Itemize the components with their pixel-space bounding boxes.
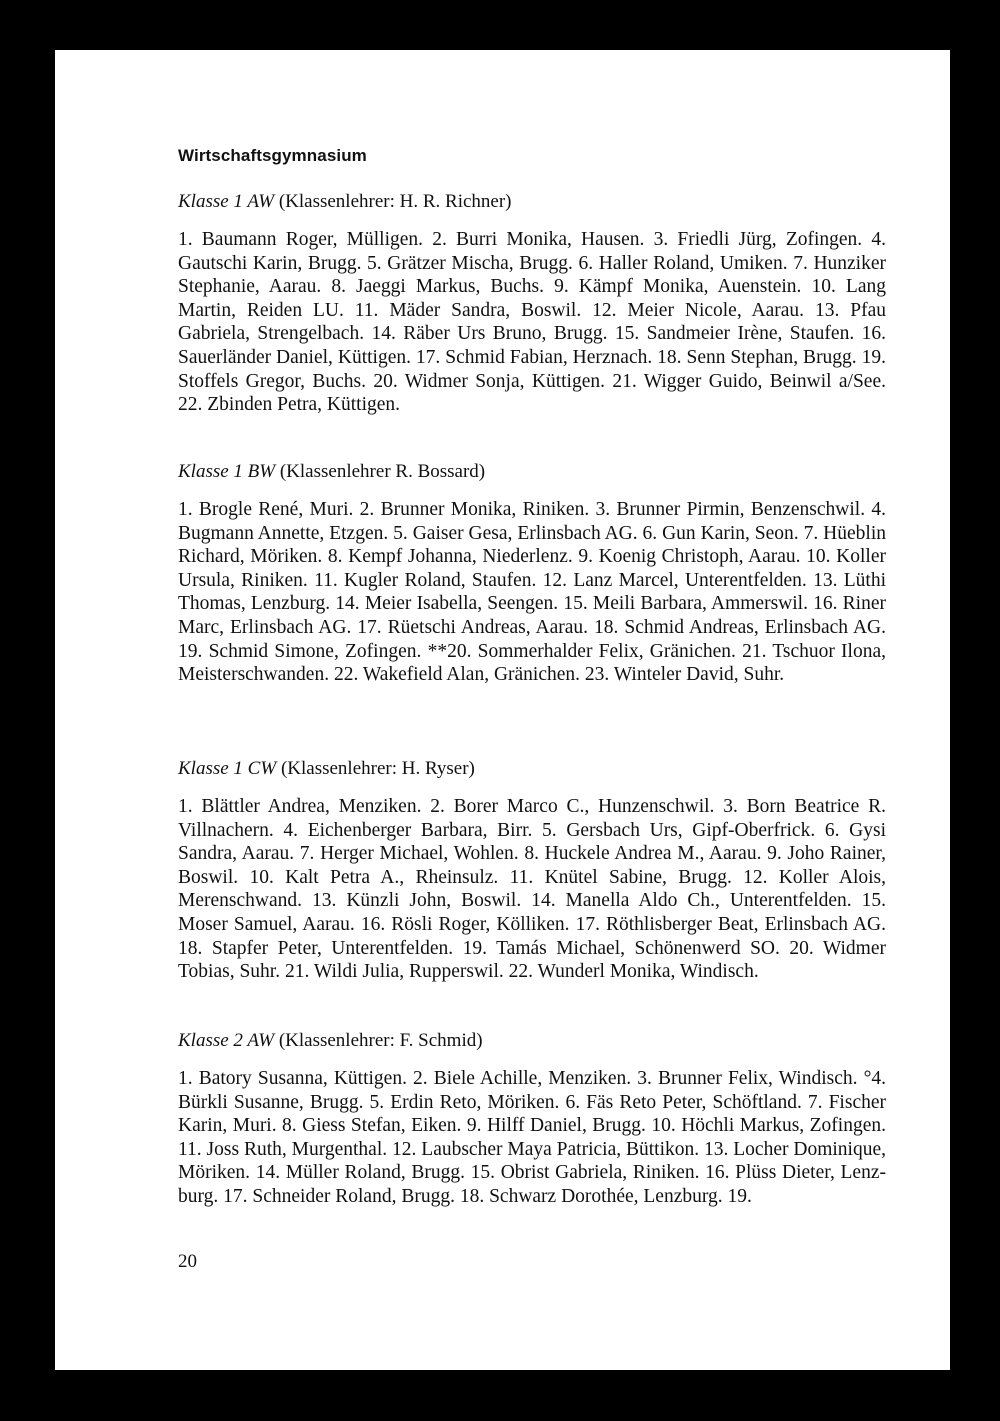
student-list-1aw: 1. Baumann Roger, Mülligen. 2. Burri Monika, Hausen. 3. Friedli Jürg, Zofingen. 4. Gautschi Karin, Brugg. 5. Grätzer Mischa, Brugg. 6. Haller Roland, Umiken. 7. Hunziker Stephanie, Aarau. 8. Jaeggi Markus, Buchs. 9. Kämpf Monika, Auenstein. 10. Lang Martin, Reiden LU. 11. Mäder Sandra, Boswil. 12. Meier Nicole, Aarau. 13. Pfau Gabriela, Strengelbach. 14. Räber Urs Bruno, Brugg. 15. Sandmeier Irène, Staufen. 16. Sauerländer Daniel, Küttigen. 17. Schmid Fabian, Herznach. 18. Senn Stephan, Brugg. 19. Stoffels Gregor, Buchs. 20. Widmer Sonja, Küttigen. 21. Wigger Guido, Beinwil a/See. 22. Zbinden Petra, Küttigen. [178, 229, 886, 416]
student-list-1bw: 1. Brogle René, Muri. 2. Brunner Monika, Riniken. 3. Brunner Pirmin, Benzenschwil. 4. Bugmann Annette, Etzgen. 5. Gaiser Gesa, Erlinsbach AG. 6. Gun Karin, Seon. 7. Hüeblin Richard, Möriken. 8. Kempf Johanna, Niederlenz. 9. Koenig Christoph, Aarau. 10. Koller Ursula, Riniken. 11. Kugler Roland, Staufen. 12. Lanz Marcel, Unterentfelden. 13. Lüthi Thomas, Lenzburg. 14. Meier Isabella, Seengen. 15. Meili Barbara, Ammerswil. 16. Riner Marc, Erlinsbach AG. 17. Rüetschi Andreas, Aarau. 18. Schmid Andreas, Erlinsbach AG. 19. Schmid Simone, Zofingen. **20. Sommerhalder Felix, Gränichen. 21. Tschuor Ilona, Meisterschwanden. 22. Wakefield Alan, Gränichen. 23. Winteler David, Suhr. [178, 499, 886, 686]
class-teacher: (Klassenlehrer R. Bossard) [279, 461, 486, 482]
class-title-1bw [178, 460, 485, 484]
class-label: Klasse 1 BW [178, 461, 276, 482]
class-teacher: (Klassenlehrer: F. Schmid) [278, 1030, 483, 1051]
class-title-1cw [178, 757, 475, 781]
class-title-1aw [178, 190, 512, 214]
page-number: 20 [178, 1251, 197, 1272]
class-label: Klasse 1 CW [178, 758, 277, 779]
class-label: Klasse 1 AW [178, 191, 275, 212]
class-teacher: (Klassenlehrer: H. R. Richner) [278, 191, 512, 212]
document-page [55, 50, 950, 1370]
page-heading: Wirtschaftsgymnasium [178, 146, 367, 165]
class-label: Klasse 2 AW [178, 1030, 275, 1051]
student-list-2aw: 1. Batory Susanna, Küttigen. 2. Biele Achille, Menziken. 3. Brunner Felix, Windisch. °4. Bürkli Susanne, Brugg. 5. Erdin Reto, Möriken. 6. Fäs Reto Peter, Schöftland. 7. Fischer Karin, Muri. 8. Giess Stefan, Eiken. 9. Hilff Daniel, Brugg. 10. Höchli Markus, Zofingen. 11. Joss Ruth, Murgenthal. 12. Laubscher Maya Patricia, Büttikon. 13. Locher Dominique, Möriken. 14. Müller Roland, Brugg. 15. Obrist Gabriela, Riniken. 16. Plüss Dieter, Lenzburg. 17. Schneider Roland, Brugg. 18. Schwarz Dorothée, Lenzburg. 19. [178, 1068, 886, 1207]
student-list-1cw: 1. Blättler Andrea, Menziken. 2. Borer Marco C., Hunzenschwil. 3. Born Beatrice R. Villnachern. 4. Eichenberger Barbara, Birr. 5. Gersbach Urs, Gipf-Oberfrick. 6. Gysi Sandra, Aarau. 7. Herger Michael, Wohlen. 8. Huckele Andrea M., Aarau. 9. Joho Rainer, Boswil. 10. Kalt Petra A., Rheinsulz. 11. Knütel Sabine, Brugg. 12. Koller Alois, Merenschwand. 13. Künzli John, Boswil. 14. Manella Aldo Ch., Unterentfelden. 15. Moser Samuel, Aarau. 16. Rösli Roger, Kölliken. 17. Röthlisberger Beat, Erlinsbach AG. 18. Stapfer Peter, Unterentfelden. 19. Tamás Michael, Schönenwerd SO. 20. Widmer Tobias, Suhr. 21. Wildi Julia, Rupperswil. 22. Wunderl Monika, Windisch. [178, 796, 886, 983]
class-title-2aw [178, 1029, 483, 1053]
class-teacher: (Klassenlehrer: H. Ryser) [280, 758, 475, 779]
